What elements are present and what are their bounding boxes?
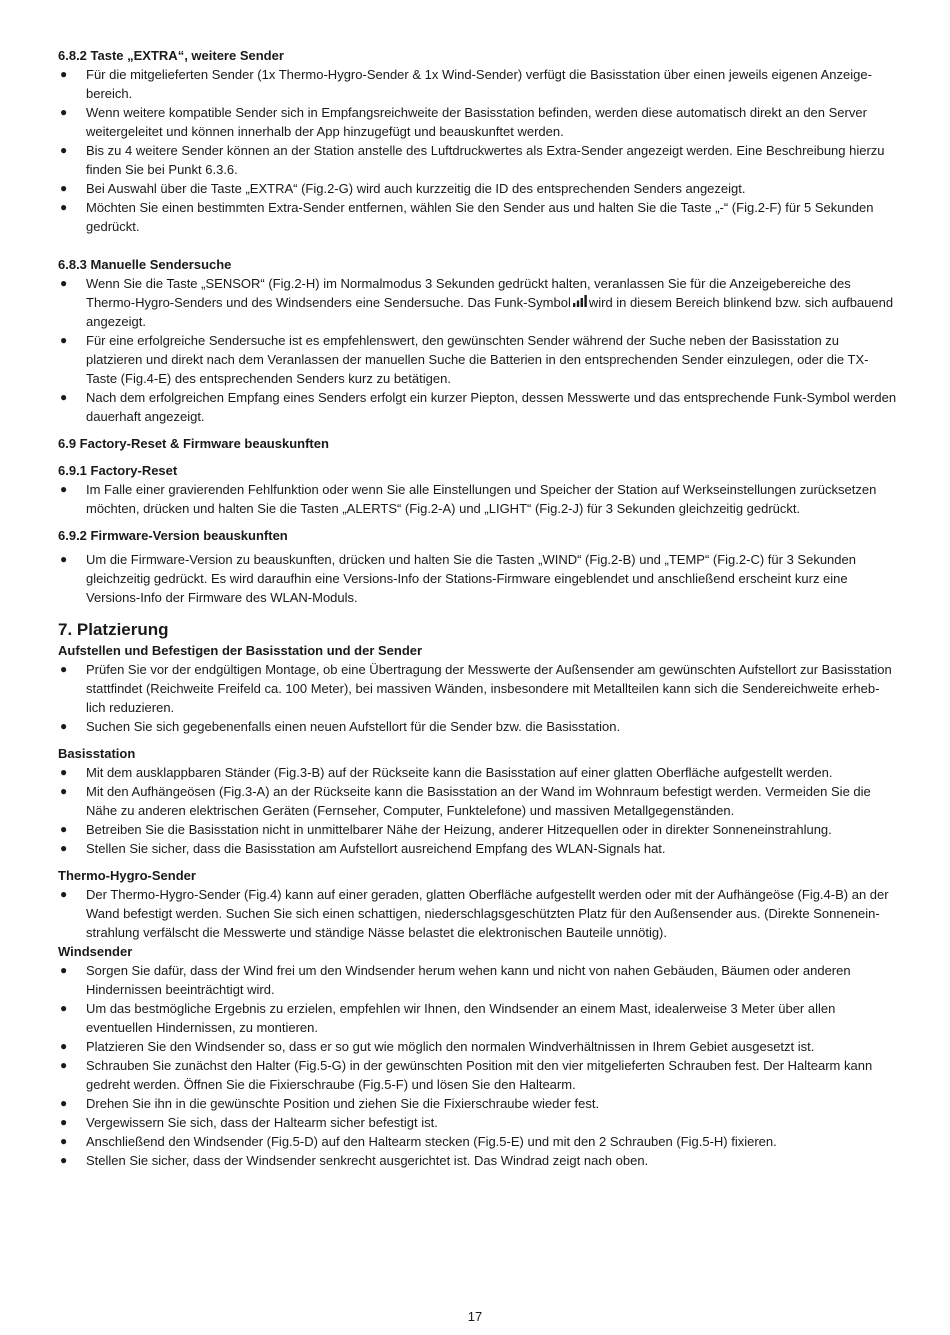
- bullet-icon: ●: [60, 841, 68, 855]
- list-item: ● Wenn Sie die Taste „SENSOR“ (Fig.2-H) im Normalmodus 3 Sekunden gedrückt halten, veranlassen Sie für die Anzeigebereiche des Thermo-Hygro-Senders und des Windsenders eine Sendersuche. Das Funk-Symbol wird in diesem Bereich blinkend bzw. sich aufbauend angezeigt.: [60, 276, 894, 329]
- list-item: ● Wenn weitere kompatible Sender sich in Empfangsreichweite der Basisstation befinden, werden diese automatisch direkt an den Server weitergeleitet und können innerhalb der App hinzugefügt und beauskunftet werden.: [60, 105, 867, 139]
- bullet-icon: ●: [60, 1058, 68, 1072]
- bullet-list-basisstation: [58, 763, 898, 858]
- bullet-icon: ●: [60, 1115, 68, 1129]
- list-item: ● Drehen Sie ihn in die gewünschte Position und ziehen Sie die Fixierschraube wieder fest.: [60, 1096, 600, 1111]
- list-item: ● Stellen Sie sicher, dass die Basisstation am Aufstellort ausreichend Empfang des WLAN-Signals hat.: [60, 841, 666, 856]
- bullet-list-6-9-2: [58, 550, 898, 607]
- bullet-list-6-9-1: [58, 480, 898, 518]
- bullet-icon: ●: [60, 67, 68, 81]
- section-heading-6-9-1: 6.9.1 Factory-Reset: [58, 463, 178, 478]
- section-heading-6-9-2: 6.9.2 Firmware-Version beauskunften: [58, 528, 288, 543]
- list-item: ● Prüfen Sie vor der endgültigen Montage, ob eine Übertragung der Messwerte der Außensender am gewünschten Aufstellort zur Basisstation stattfindet (Reichweite Freifeld ca. 100 Meter), bei massiven Wänden, insbesondere mit Metallteilen kann sich die Sendereichweite erheb-lich reduzieren.: [60, 662, 892, 715]
- subsection-heading-windsender: Windsender: [58, 944, 133, 959]
- subsection-heading-aufstellen: Aufstellen und Befestigen der Basisstation und der Sender: [58, 643, 423, 658]
- list-item: ● Bei Auswahl über die Taste „EXTRA“ (Fig.2-G) wird auch kurzzeitig die ID des entsprechenden Senders angezeigt.: [60, 181, 746, 196]
- list-item: ● Stellen Sie sicher, dass der Windsender senkrecht ausgerichtet ist. Das Windrad zeigt nach oben.: [60, 1153, 649, 1168]
- list-item: ● Betreiben Sie die Basisstation nicht in unmittelbarer Nähe der Heizung, anderer Hitzequellen oder in direkter Sonneneinstrahlung.: [60, 822, 832, 837]
- signal-icon: [573, 295, 587, 307]
- bullet-icon: ●: [60, 390, 68, 404]
- section-heading-6-8-3: 6.8.3 Manuelle Sendersuche: [58, 257, 232, 272]
- bullet-icon: ●: [60, 887, 68, 901]
- bullet-icon: ●: [60, 333, 68, 347]
- bullet-icon: ●: [60, 143, 68, 157]
- list-item: ● Anschließend den Windsender (Fig.5-D) auf den Haltearm stecken (Fig.5-E) und mit den 2 Schrauben (Fig.5-H) fixieren.: [60, 1134, 777, 1149]
- bullet-icon: ●: [60, 784, 68, 798]
- list-item: ● Möchten Sie einen bestimmten Extra-Sender entfernen, wählen Sie den Sender aus und halten Sie die Taste „-“ (Fig.2-F) für 5 Sekunden gedrückt.: [60, 200, 874, 234]
- list-item: ● Platzieren Sie den Windsender so, dass er so gut wie möglich den normalen Windverhältnissen in Ihrem Gebiet ausgesetzt ist.: [60, 1039, 815, 1054]
- bullet-icon: ●: [60, 1096, 68, 1110]
- bullet-icon: ●: [60, 1001, 68, 1015]
- list-item: ● Für eine erfolgreiche Sendersuche ist es empfehlenswert, den gewünschten Sender während der Suche neben der Basisstation zu platzieren und direkt nach dem Veranlassen der manuellen Suche die Batterien in den entsprechenden Sender einzulegen, oder die TX-Taste (Fig.4-E) des entsprechenden Senders kurz zu betätigen.: [60, 333, 869, 386]
- bullet-list-windsender: [58, 961, 898, 1170]
- section-heading-6-8-2: 6.8.2 Taste „EXTRA“, weitere Sender: [58, 48, 284, 63]
- bullet-list-6-8-3: [58, 274, 898, 426]
- list-item: ● Mit dem ausklappbaren Ständer (Fig.3-B) auf der Rückseite kann die Basisstation auf einer glatten Oberfläche aufgestellt werden.: [60, 765, 833, 780]
- bullet-list-thermo-hygro: [58, 885, 898, 942]
- bullet-icon: ●: [60, 719, 68, 733]
- chapter-heading-7: 7. Platzierung: [58, 620, 169, 639]
- subsection-heading-thermo-hygro: Thermo-Hygro-Sender: [58, 868, 196, 883]
- list-item: ● Vergewissern Sie sich, dass der Haltearm sicher befestigt ist.: [60, 1115, 438, 1130]
- bullet-list-7: [58, 660, 898, 736]
- bullet-icon: ●: [60, 822, 68, 836]
- bullet-icon: ●: [60, 552, 68, 566]
- bullet-icon: ●: [60, 482, 68, 496]
- list-item: ● Der Thermo-Hygro-Sender (Fig.4) kann auf einer geraden, glatten Oberfläche aufgestellt werden oder mit der Aufhängeöse (Fig.4-B) an der Wand befestigt werden. Suchen Sie sich einen schattigen, niederschlagsgeschützten Platz für den Außensender aus. (Direkte Sonnenein-strahlung verfälscht die Messwerte und ständige Nässe belastet die elektronischen Bauteile unnötig).: [60, 887, 889, 940]
- bullet-icon: ●: [60, 181, 68, 195]
- page-number: 17: [467, 1309, 483, 1324]
- list-item: ● Bis zu 4 weitere Sender können an der Station anstelle des Luftdruckwertes als Extra-Sender angezeigt werden. Eine Beschreibung hierzu finden Sie bei Punkt 6.3.6.: [60, 143, 885, 177]
- list-item: ● Um die Firmware-Version zu beauskunften, drücken und halten Sie die Tasten „WIND“ (Fig.2-B) und „TEMP“ (Fig.2-C) für 3 Sekunden gleichzeitig gedrückt. Es wird daraufhin eine Versions-Info der Stations-Firmware eingeblendet und anschließend erscheint kurz eine Versions-Info der Firmware des WLAN-Moduls.: [60, 552, 856, 605]
- list-item: ● Nach dem erfolgreichen Empfang eines Senders erfolgt ein kurzer Piepton, dessen Messwerte und das entsprechende Funk-Symbol werden dauerhaft angezeigt.: [60, 390, 897, 424]
- bullet-icon: ●: [60, 200, 68, 214]
- document-page: [58, 46, 898, 1170]
- list-item: ● Für die mitgelieferten Sender (1x Thermo-Hygro-Sender & 1x Wind-Sender) verfügt die Basisstation über einen jeweils eigenen Anzeige-bereich.: [60, 67, 872, 101]
- list-item: ● Schrauben Sie zunächst den Halter (Fig.5-G) in der gewünschten Position mit den vier mitgelieferten Schrauben fest. Der Haltearm kann gedreht werden. Öffnen Sie die Fixierschraube (Fig.5-F) und lösen Sie den Haltearm.: [60, 1058, 873, 1092]
- list-item: ● Sorgen Sie dafür, dass der Wind frei um den Windsender herum wehen kann und nicht von nahen Gebäuden, Bäumen oder anderen Hindernissen beeinträchtigt wird.: [60, 963, 851, 997]
- bullet-icon: ●: [60, 1153, 68, 1167]
- bullet-icon: ●: [60, 1039, 68, 1053]
- bullet-list-6-8-2: [58, 65, 898, 236]
- subsection-heading-basisstation: Basisstation: [58, 746, 136, 761]
- list-item: ● Um das bestmögliche Ergebnis zu erzielen, empfehlen wir Ihnen, den Windsender an einem Mast, idealerweise 3 Meter über allen eventuellen Hindernissen, zu montieren.: [60, 1001, 836, 1035]
- bullet-icon: ●: [60, 276, 68, 290]
- list-item: ● Mit den Aufhängeösen (Fig.3-A) an der Rückseite kann die Basisstation an der Wand im Wohnraum befestigt werden. Vermeiden Sie die Nähe zu anderen elektrischen Geräten (Fernseher, Computer, Funktelefone) und massiven Metallgegenständen.: [60, 784, 871, 818]
- bullet-icon: ●: [60, 765, 68, 779]
- bullet-icon: ●: [60, 963, 68, 977]
- bullet-icon: ●: [60, 662, 68, 676]
- list-item: ● Im Falle einer gravierenden Fehlfunktion oder wenn Sie alle Einstellungen und Speicher der Station auf Werkseinstellungen zurücksetzen möchten, drücken und halten Sie die Tasten „ALERTS“ (Fig.2-A) und „LIGHT“ (Fig.2-J) für 3 Sekunden gleichzeitig gedrückt.: [60, 482, 877, 516]
- section-heading-6-9: 6.9 Factory-Reset & Firmware beauskunften: [58, 436, 329, 451]
- bullet-icon: ●: [60, 105, 68, 119]
- bullet-icon: ●: [60, 1134, 68, 1148]
- list-item: ● Suchen Sie sich gegebenenfalls einen neuen Aufstellort für die Sender bzw. die Basisstation.: [60, 719, 621, 734]
